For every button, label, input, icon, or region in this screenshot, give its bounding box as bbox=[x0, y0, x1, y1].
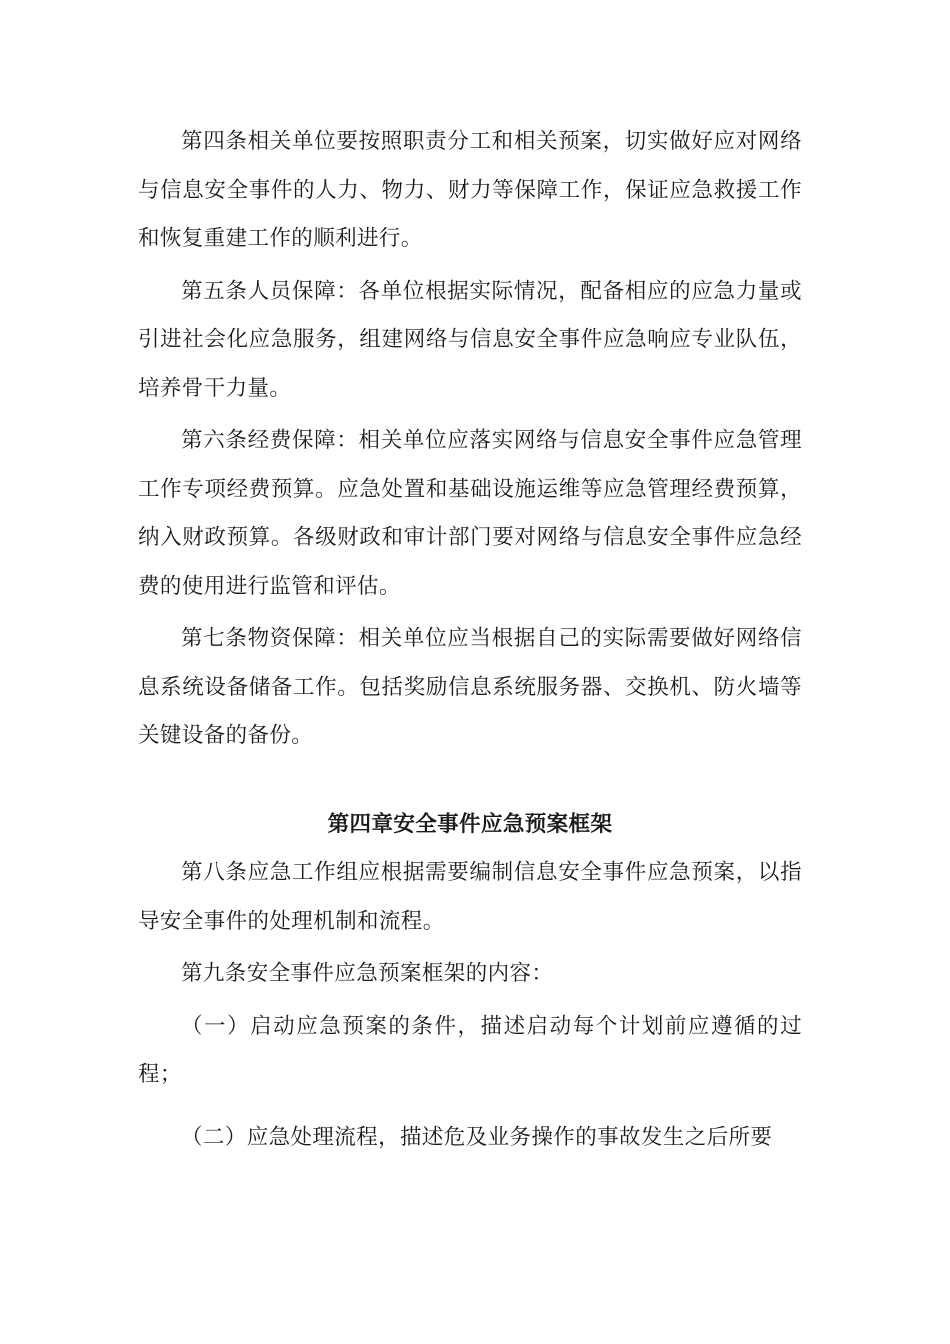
list-item-2-paragraph: （二）应急处理流程，描述危及业务操作的事故发生之后所要 bbox=[181, 1124, 773, 1150]
article-5-paragraph: 第五条人员保障：各单位根据实际情况，配备相应的应急力量或引进社会化应急服务，组建网络与信息安全事件应急响应专业队伍，培养骨干力量。 bbox=[138, 278, 802, 401]
list-item-1-paragraph: （一）启动应急预案的条件，描述启动每个计划前应遵循的过程； bbox=[138, 1013, 802, 1087]
article-4-paragraph: 第四条相关单位要按照职责分工和相关预案，切实做好应对网络与信息安全事件的人力、物力、财力等保障工作，保证应急救援工作和恢复重建工作的顺利进行。 bbox=[138, 129, 802, 251]
article-7-paragraph: 第七条物资保障：相关单位应当根据自己的实际需要做好网络信息系统设备储备工作。包括奖励信息系统服务器、交换机、防火墙等关键设备的备份。 bbox=[138, 626, 802, 748]
chapter-heading: 第四章安全事件应急预案框架 bbox=[327, 811, 613, 837]
article-8-paragraph: 第八条应急工作组应根据需要编制信息安全事件应急预案，以指导安全事件的处理机制和流程。 bbox=[138, 860, 802, 934]
article-6-paragraph: 第六条经费保障：相关单位应落实网络与信息安全事件应急管理工作专项经费预算。应急处置和基础设施运维等应急管理经费预算，纳入财政预算。各级财政和审计部门要对网络与信息安全事件应急经费的使用进行监管和评估。 bbox=[138, 428, 802, 599]
article-9-paragraph: 第九条安全事件应急预案框架的内容： bbox=[181, 961, 554, 986]
document-body bbox=[138, 118, 802, 1162]
